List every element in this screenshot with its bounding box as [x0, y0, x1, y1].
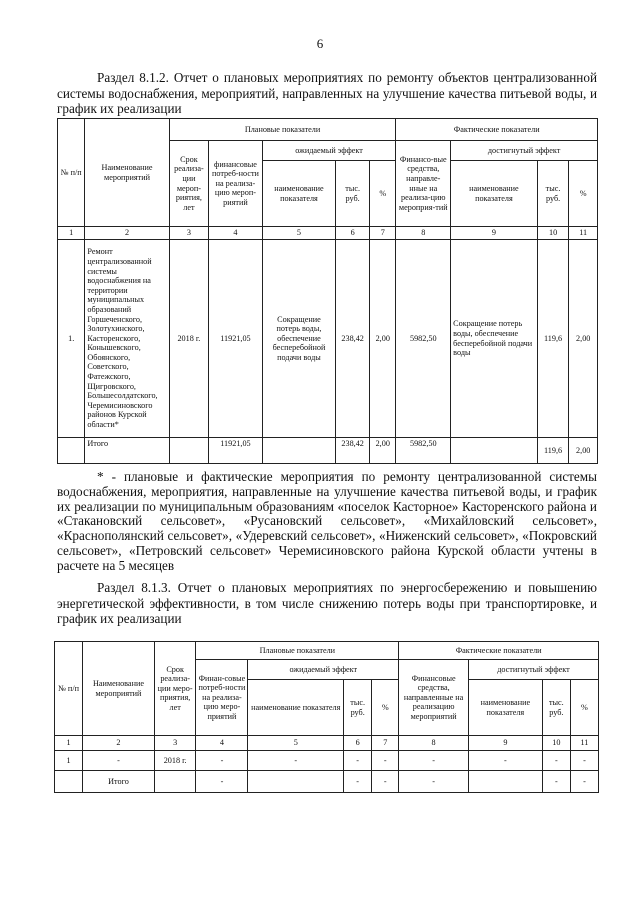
header-expected-effect: ожидаемый эффект: [248, 660, 399, 680]
total-plan-finance: -: [196, 771, 248, 793]
col-number: 6: [344, 736, 372, 751]
col-number: 9: [451, 227, 538, 240]
total-plan-percent: -: [372, 771, 399, 793]
total-plan-thousand: 238,42: [336, 438, 370, 464]
row-plan-effect: Сокращение потерь воды, обеспечение бесперебойной подачи воды: [262, 240, 335, 438]
header-name: Наименование мероприятий: [85, 119, 169, 227]
col-number: 7: [370, 227, 396, 240]
header-actual: Фактические показатели: [396, 119, 598, 141]
row-plan-percent: -: [372, 751, 399, 771]
header-percent-actual: %: [570, 680, 598, 736]
col-number: 8: [399, 736, 469, 751]
row-plan-finance: -: [196, 751, 248, 771]
row-num: 1: [55, 751, 83, 771]
header-term: Срок реализа-ции меро-приятия, лет: [154, 642, 196, 736]
row-plan-effect: -: [248, 751, 344, 771]
row-actual-finance: 5982,50: [396, 240, 451, 438]
row-actual-effect: -: [468, 751, 542, 771]
row-term: 2018 г.: [169, 240, 208, 438]
header-indicator-name-actual: наименование показателя: [468, 680, 542, 736]
section-8-1-2-title: Раздел 8.1.2. Отчет о плановых мероприятиях по ремонту объектов централизованной системы водоснабжения, мероприятий, направленных на улучшение качества питьевой воды, и график их реализации: [57, 70, 597, 116]
col-number: 5: [248, 736, 344, 751]
col-number: 1: [58, 227, 85, 240]
header-actual-finance: Финансо-вые средства, направле-нные на реализа-цию мероприя-тий: [396, 141, 451, 227]
col-number: 3: [154, 736, 196, 751]
col-number: 3: [169, 227, 208, 240]
col-number: 10: [542, 736, 570, 751]
row-term: 2018 г.: [154, 751, 196, 771]
col-number: 8: [396, 227, 451, 240]
header-num: № п/п: [55, 642, 83, 736]
table-8-1-3: [54, 641, 599, 793]
total-actual-finance: 5982,50: [396, 438, 451, 464]
column-numbers-row: [55, 736, 599, 751]
total-actual-percent: 2,00: [569, 438, 598, 464]
total-actual-finance: -: [399, 771, 469, 793]
total-plan-percent: 2,00: [370, 438, 396, 464]
row-actual-finance: -: [399, 751, 469, 771]
column-numbers-row: [58, 227, 598, 240]
header-actual-finance: Финансовые средства, направленные на реализацию мероприятий: [399, 660, 469, 736]
footnote: * - плановые и фактические мероприятия по ремонту централизованной системы водоснабжения, мероприятия, направленные на улучшение качества питьевой воды, и график их реализации по муниципальным образованиям «поселок Касторное» Касторенского района и «Стакановский сельсовет», «Русановский сельсовет», «Михайловский сельсовет», «Краснополянский сельсовет», «Удеревский сельсовет», «Ниженский сельсовет», «Покровский сельсовет», «Петровский сельсовет» Черемисиновского района Курской области учтены в расчете на 5 месяцев: [57, 469, 597, 573]
header-indicator-name-actual: наименование показателя: [451, 161, 538, 227]
row-num: 1.: [58, 240, 85, 438]
page-number: 6: [316, 36, 324, 51]
total-actual-thousand: -: [542, 771, 570, 793]
total-actual-thousand: 119,6: [537, 438, 569, 464]
row-name: Ремонт централизованной системы водоснабжения на территории муниципальных образований Горшеченского, Золотухинского, Касторенского, Конышевского, Обоянского, Советского, Фатежского, Щигровского, Большесолдатского, Черемисиновского районов Курской области*: [85, 240, 169, 438]
total-label: Итого: [83, 771, 155, 793]
header-actual: Фактические показатели: [399, 642, 599, 660]
header-plan-finance: финансовые потреб-ности на реализа-цию мероп-риятий: [209, 141, 263, 227]
row-actual-thousand: 119,6: [537, 240, 569, 438]
col-number: 2: [83, 736, 155, 751]
header-thousand-rub: тыс. руб.: [336, 161, 370, 227]
row-actual-percent: 2,00: [569, 240, 598, 438]
header-plan-finance: Финан-совые потреб-ности на реализа-цию меро-приятий: [196, 660, 248, 736]
row-actual-effect: Сокращение потерь воды, обеспечение бесперебойной подачи воды: [451, 240, 538, 438]
header-indicator-name: наименование показателя: [248, 680, 344, 736]
total-row: [55, 771, 599, 793]
header-num: № п/п: [58, 119, 85, 227]
header-percent: %: [372, 680, 399, 736]
section-8-1-3-title: Раздел 8.1.3. Отчет о плановых мероприятиях по энергосбережению и повышению энергетической эффективности, в том числе снижению потерь воды при транспортировке, и график их реализации: [57, 580, 597, 626]
col-number: 4: [196, 736, 248, 751]
header-planned: Плановые показатели: [196, 642, 399, 660]
header-term: Срок реализа-ции мероп-риятия, лет: [169, 141, 208, 227]
total-plan-finance: 11921,05: [209, 438, 263, 464]
header-achieved-effect: достигнутый эффект: [451, 141, 598, 161]
row-plan-finance: 11921,05: [209, 240, 263, 438]
col-number: 5: [262, 227, 335, 240]
col-number: 11: [570, 736, 598, 751]
col-number: 7: [372, 736, 399, 751]
header-thousand-rub-actual: тыс. руб.: [542, 680, 570, 736]
header-achieved-effect: достигнутый эффект: [468, 660, 598, 680]
col-number: 6: [336, 227, 370, 240]
header-expected-effect: ожидаемый эффект: [262, 141, 396, 161]
row-plan-percent: 2,00: [370, 240, 396, 438]
header-percent-actual: %: [569, 161, 598, 227]
col-number: 4: [209, 227, 263, 240]
col-number: 11: [569, 227, 598, 240]
total-plan-thousand: -: [344, 771, 372, 793]
col-number: 1: [55, 736, 83, 751]
header-name: Наименование мероприятий: [83, 642, 155, 736]
col-number: 9: [468, 736, 542, 751]
row-plan-thousand: 238,42: [336, 240, 370, 438]
header-thousand-rub: тыс. руб.: [344, 680, 372, 736]
table-row: [55, 751, 599, 771]
col-number: 2: [85, 227, 169, 240]
table-8-1-2: [57, 118, 598, 464]
row-plan-thousand: -: [344, 751, 372, 771]
header-planned: Плановые показатели: [169, 119, 396, 141]
header-indicator-name: наименование показателя: [262, 161, 335, 227]
header-percent: %: [370, 161, 396, 227]
col-number: 10: [537, 227, 569, 240]
table-row: [58, 240, 598, 438]
total-row: [58, 438, 598, 464]
row-actual-percent: -: [570, 751, 598, 771]
total-label: Итого: [85, 438, 169, 464]
header-thousand-rub-actual: тыс. руб.: [537, 161, 569, 227]
total-actual-percent: -: [570, 771, 598, 793]
row-name: -: [83, 751, 155, 771]
row-actual-thousand: -: [542, 751, 570, 771]
